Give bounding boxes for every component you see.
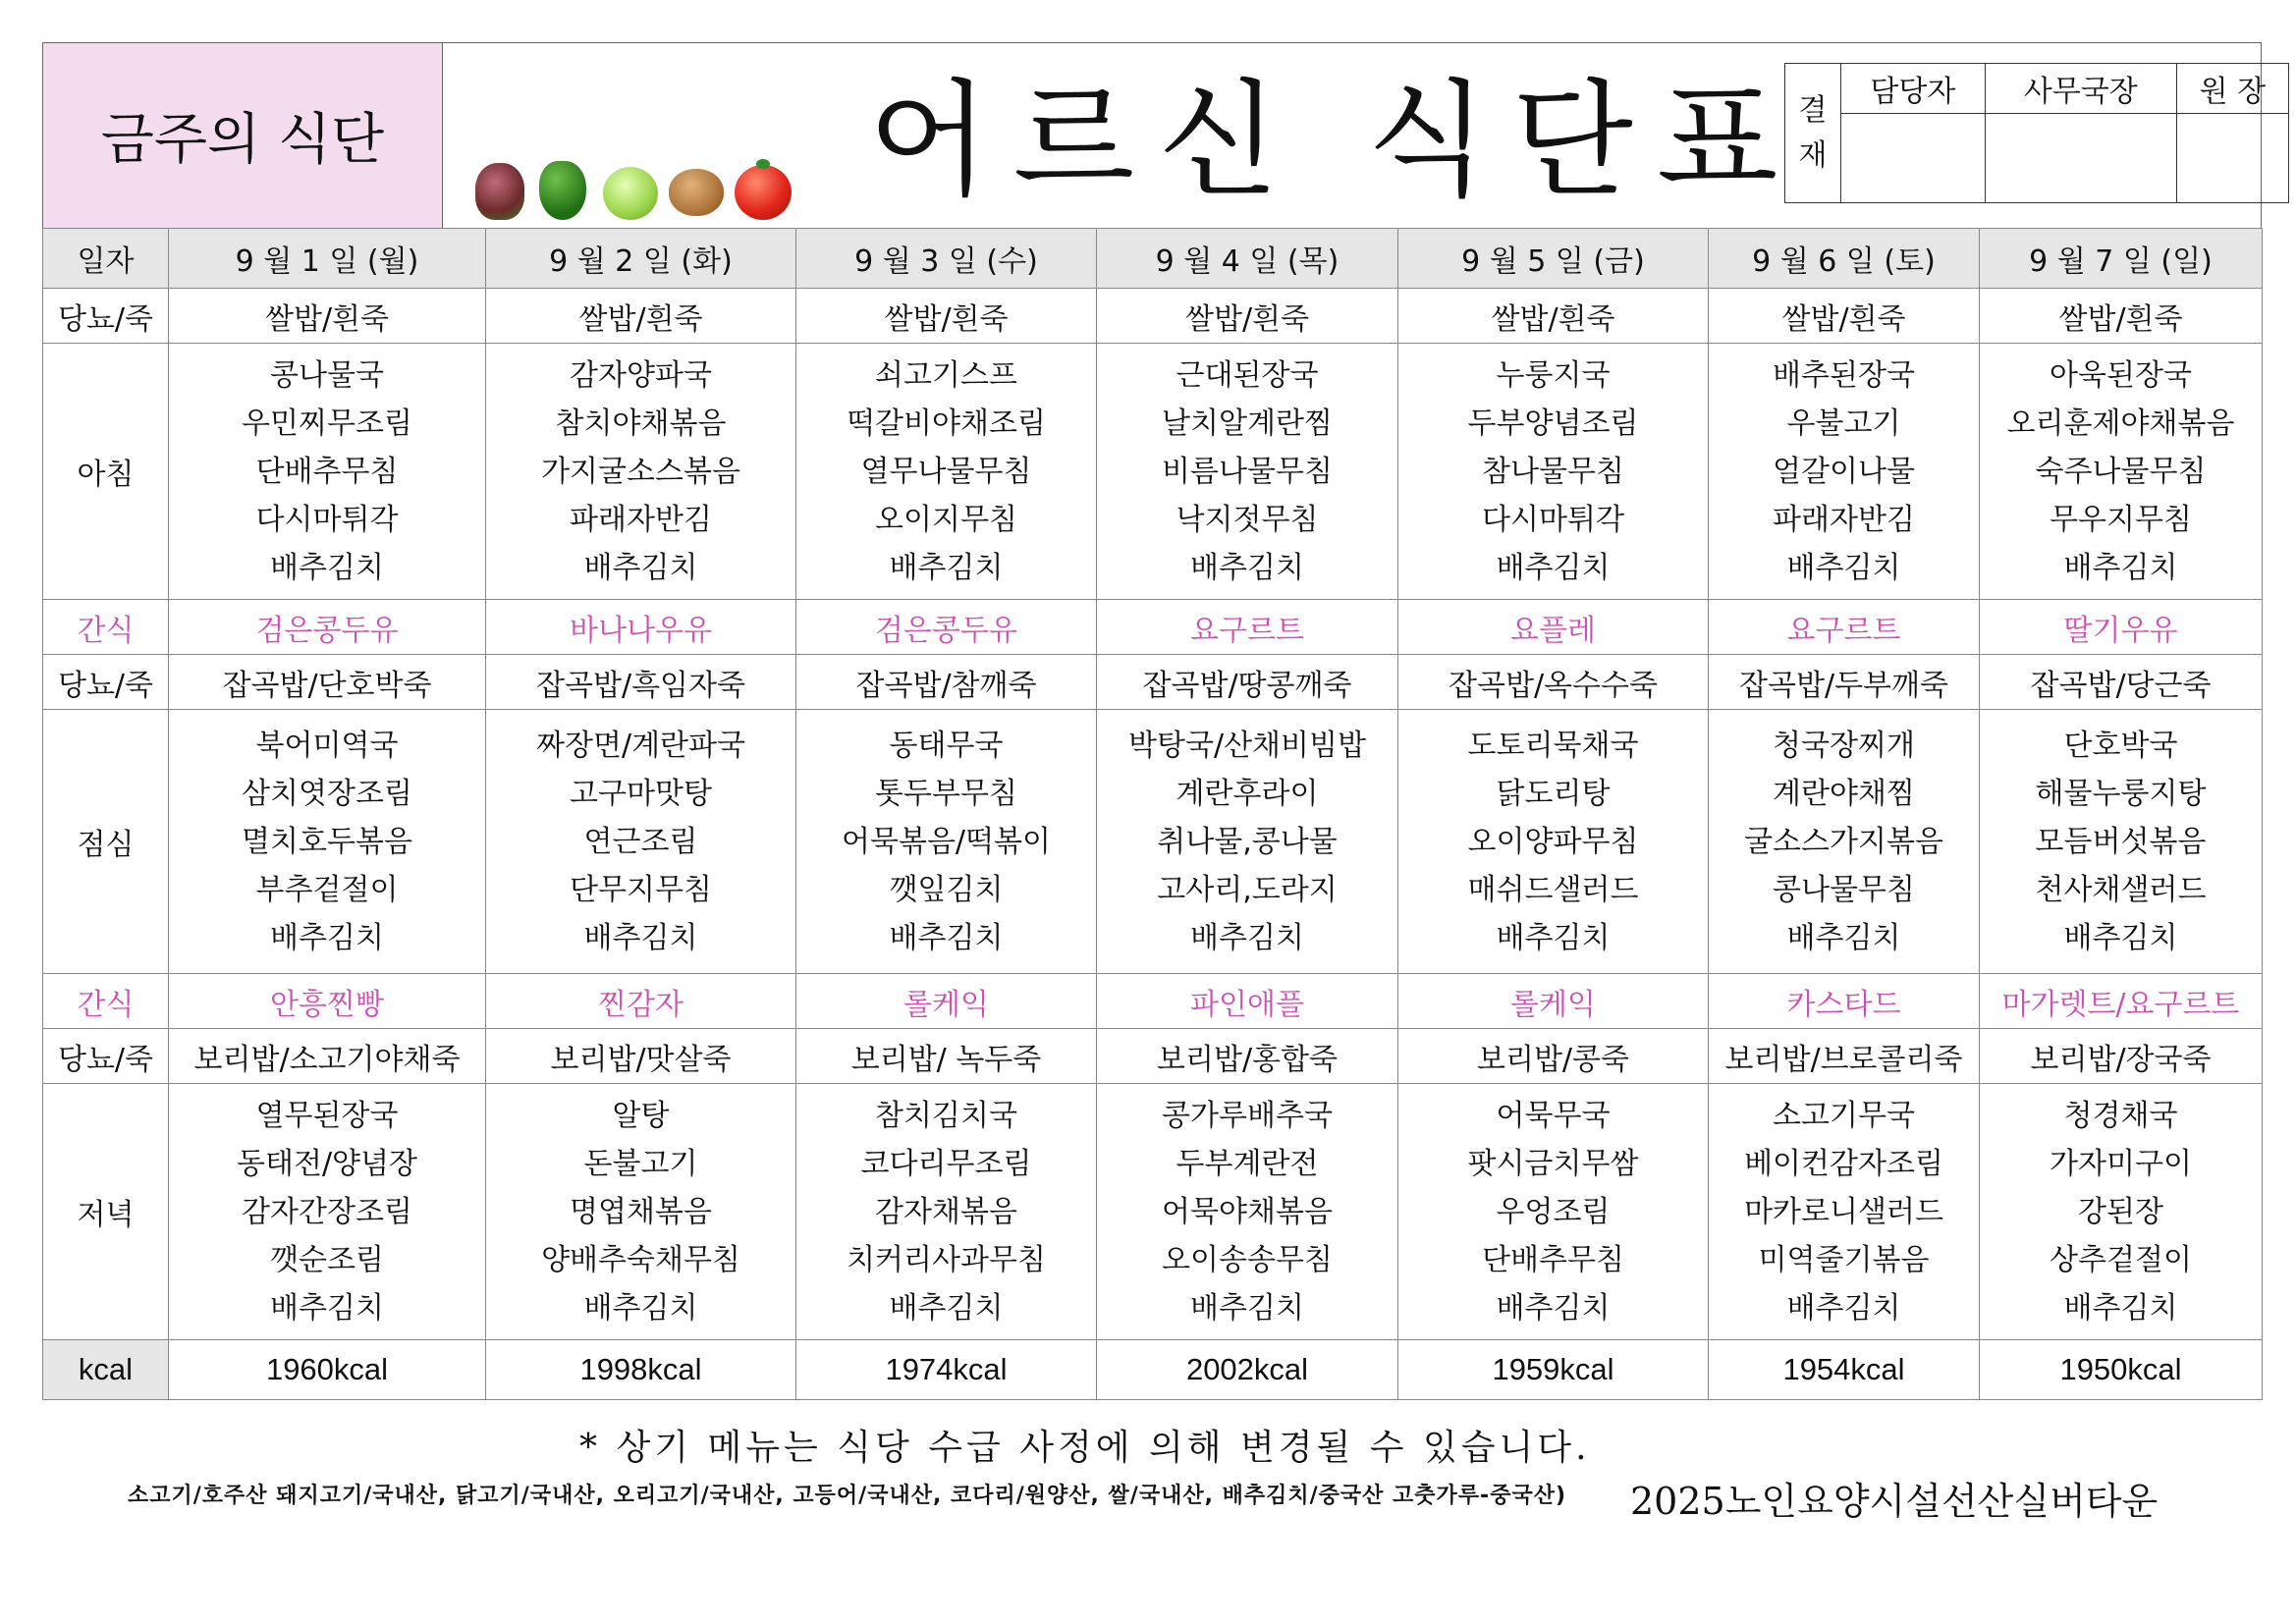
lunch-cell [796,710,1097,974]
dish-item: 참나물무침 [1482,454,1624,489]
page-title: 어르신 식단표 [868,68,1802,214]
dish-item: 아욱된장국 [2050,357,2192,393]
dinner-cell [486,1084,796,1340]
breakfast-cell [1097,344,1398,600]
row-label-snack: 간식 [43,600,169,655]
row-label-kcal: kcal [43,1340,169,1400]
approval-role-director: 원 장 [2176,64,2288,114]
dish-item: 배추김치 [889,1290,1004,1326]
porridge-cell: 쌀밥/흰죽 [1097,289,1398,344]
breakfast-row [43,344,2263,600]
dish-item: 동태전/양념장 [237,1146,417,1181]
dish-item: 북어미역국 [255,728,399,763]
porridge-cell: 잡곡밥/당근죽 [1980,655,2263,710]
dish-item: 단배추무침 [1482,1242,1624,1277]
dish-item: 취나물,콩나물 [1157,824,1338,859]
kcal-cell: 1974kcal [796,1340,1097,1400]
dish-item: 배추김치 [1786,550,1901,585]
approval-role-secretary: 사무국장 [1985,64,2176,114]
dish-item: 닭도리탕 [1496,776,1611,811]
dish-item: 모듬버섯볶음 [2035,824,2207,859]
snack-cell: 찐감자 [486,974,796,1029]
lunch-cell [486,710,796,974]
date-cell: 9 월 6 일 (토) [1709,229,1980,289]
porridge-cell: 잡곡밥/참깨죽 [796,655,1097,710]
dish-item: 양배추숙채무침 [541,1242,740,1277]
porridge-cell: 보리밥/브로콜리죽 [1709,1029,1980,1084]
porridge-cell: 보리밥/ 녹두죽 [796,1029,1097,1084]
dish-item: 오이양파무침 [1467,824,1639,859]
dish-item: 마카로니샐러드 [1744,1194,1943,1229]
dish-item: 배추김치 [889,550,1004,585]
porridge-cell: 쌀밥/흰죽 [486,289,796,344]
breakfast-cell [486,344,796,600]
porridge-cell: 쌀밥/흰죽 [169,289,486,344]
dish-item: 배추김치 [270,550,384,585]
kcal-cell: 1954kcal [1709,1340,1980,1400]
dish-item: 해물누룽지탕 [2035,776,2207,811]
dish-item: 배추김치 [270,1290,384,1326]
dish-item: 배추김치 [2063,550,2178,585]
dish-item: 소고기무국 [1773,1098,1915,1133]
lunch-cell [1097,710,1398,974]
snack-cell: 바나나우유 [486,600,796,655]
dish-item: 상추겉절이 [2050,1242,2192,1277]
porridge-cell: 쌀밥/흰죽 [1709,289,1980,344]
dish-item: 배추김치 [583,1290,698,1326]
porridge-cell: 보리밥/장국죽 [1980,1029,2263,1084]
dish-item: 열무나물무침 [860,454,1032,489]
dish-item: 다시마튀각 [1482,502,1624,537]
row-label-date: 일자 [43,229,169,289]
dish-item: 파래자반김 [570,502,712,537]
dish-item: 고구마맛탕 [570,776,712,811]
breakfast-cell [1398,344,1709,600]
dish-item: 삼치엿장조림 [242,776,412,811]
snack-cell: 롤케익 [796,974,1097,1029]
dish-item: 배추김치 [1496,920,1611,955]
pepper-icon [539,161,586,220]
dish-item: 날치알계란찜 [1162,406,1333,441]
dish-item: 우민찌무조림 [242,406,412,441]
lunch-cell [1980,710,2263,974]
row-label-lunch: 점심 [43,710,169,974]
porridge-cell: 쌀밥/흰죽 [1398,289,1709,344]
dish-item: 비름나물무침 [1162,454,1333,489]
dish-item: 배추김치 [1786,1290,1901,1326]
row-label-porridge: 당뇨/죽 [43,289,169,344]
dish-item: 박탕국/산채비빔밥 [1128,728,1366,763]
porridge-dinner-row [43,1029,2263,1084]
dish-item: 숙주나물무침 [2035,454,2207,489]
dish-item: 팟시금치무쌈 [1467,1146,1639,1181]
dish-item: 두부양념조림 [1467,406,1639,441]
dish-item: 감자양파국 [570,357,712,393]
dish-item: 배추된장국 [1773,357,1915,393]
dish-item: 오리훈제야채볶음 [2006,406,2235,441]
dish-item: 멸치호두볶음 [242,824,412,859]
dish-item: 단호박국 [2063,728,2178,763]
dish-item: 배추김치 [1496,550,1611,585]
dish-item: 계란야채찜 [1773,776,1915,811]
porridge-cell: 보리밥/소고기야채죽 [169,1029,486,1084]
porridge-lunch-row [43,655,2263,710]
dish-item: 두부계란전 [1175,1146,1319,1181]
dish-item: 콩나물국 [270,357,384,393]
dish-item: 미역줄기볶음 [1758,1242,1930,1277]
dish-item: 단배추무침 [255,454,399,489]
organization-name: 2025노인요양시설선산실버타운 [1630,1480,2159,1523]
cabbage-icon [603,167,658,220]
dinner-row [43,1084,2263,1340]
snack-cell: 요구르트 [1709,600,1980,655]
dish-item: 가자미구이 [2050,1146,2192,1181]
date-cell: 9 월 1 일 (월) [169,229,486,289]
snack-cell: 요구르트 [1097,600,1398,655]
dish-item: 감자간장조림 [242,1194,412,1229]
porridge-cell: 잡곡밥/흑임자죽 [486,655,796,710]
row-label-snack: 간식 [43,974,169,1029]
kcal-cell: 1960kcal [169,1340,486,1400]
dinner-cell [796,1084,1097,1340]
snack-cell: 딸기우유 [1980,600,2263,655]
dish-item: 배추김치 [270,920,384,955]
snack-cell: 파인애플 [1097,974,1398,1029]
menu-table [42,228,2263,1400]
row-label-dinner: 저녁 [43,1084,169,1340]
lunch-cell [1709,710,1980,974]
dish-item: 동태무국 [889,728,1004,763]
porridge-cell: 보리밥/콩죽 [1398,1029,1709,1084]
dinner-cell [1398,1084,1709,1340]
dish-item: 단무지무침 [570,872,712,907]
porridge-cell: 쌀밥/흰죽 [796,289,1097,344]
weekly-menu-tag-label: 금주의 식단 [100,108,385,172]
date-row [43,229,2263,289]
porridge-cell: 잡곡밥/두부깨죽 [1709,655,1980,710]
dish-item: 배추김치 [1190,1290,1304,1326]
porridge-cell: 잡곡밥/단호박죽 [169,655,486,710]
kcal-cell: 2002kcal [1097,1340,1398,1400]
snack-cell: 롤케익 [1398,974,1709,1029]
approval-box [1784,63,2289,203]
dish-item: 우엉조림 [1496,1194,1611,1229]
dish-item: 우불고기 [1786,406,1901,441]
dinner-cell [169,1084,486,1340]
origin-info: 소고기/호주산 돼지고기/국내산, 닭고기/국내산, 오리고기/국내산, 고등어/국내산, 코다리/원양산, 쌀/국내산, 배추김치/중국산 고춧가루-중국산) [128,1484,1567,1508]
dish-item: 얼갈이나물 [1773,454,1915,489]
porridge-cell: 잡곡밥/옥수수죽 [1398,655,1709,710]
kcal-cell: 1959kcal [1398,1340,1709,1400]
date-cell: 9 월 2 일 (화) [486,229,796,289]
row-label-breakfast: 아침 [43,344,169,600]
row-label-porridge: 당뇨/죽 [43,1029,169,1084]
dish-item: 오이지무침 [875,502,1017,537]
snack-cell: 검은콩두유 [169,600,486,655]
dish-item: 매쉬드샐러드 [1467,872,1639,907]
lettuce-icon [475,163,524,220]
dish-item: 다시마튀각 [255,502,399,537]
dish-item: 어묵무국 [1496,1098,1611,1133]
weekly-menu-tag [43,43,443,228]
dish-item: 베이컨감자조림 [1744,1146,1943,1181]
dish-item: 연근조림 [583,824,698,859]
approval-sign-director [2176,114,2288,203]
dish-item: 콩나물무침 [1773,872,1915,907]
dish-item: 배추김치 [889,920,1004,955]
snack-cell: 안흥찐빵 [169,974,486,1029]
dish-item: 배추김치 [1496,1290,1611,1326]
dish-item: 어묵볶음/떡볶이 [842,824,1051,859]
dish-item: 청국장찌개 [1773,728,1915,763]
breakfast-cell [1980,344,2263,600]
date-cell: 9 월 4 일 (목) [1097,229,1398,289]
dish-item: 치커리사과무침 [847,1242,1046,1277]
dish-item: 알탕 [612,1098,670,1133]
dish-item: 떡갈비야채조림 [847,406,1046,441]
dish-item: 누룽지국 [1496,357,1611,393]
kcal-cell: 1950kcal [1980,1340,2263,1400]
dish-item: 배추김치 [2063,1290,2178,1326]
lunch-row [43,710,2263,974]
dish-item: 열무된장국 [255,1098,399,1133]
dish-item: 낙지젓무침 [1175,502,1319,537]
dish-item: 명엽채볶음 [570,1194,712,1229]
dinner-cell [1709,1084,1980,1340]
dish-item: 강된장 [2078,1194,2163,1229]
change-notice: * 상기 메뉴는 식당 수급 사정에 의해 변경될 수 있습니다. [579,1428,1591,1468]
dish-item: 도토리묵채국 [1467,728,1639,763]
dish-item: 코다리무조림 [860,1146,1032,1181]
row-label-porridge: 당뇨/죽 [43,655,169,710]
dish-item: 파래자반김 [1773,502,1915,537]
dish-item: 무우지무침 [2050,502,2192,537]
dish-item: 깻잎김치 [889,872,1004,907]
kcal-row [43,1340,2263,1400]
snack-cell: 요플레 [1398,600,1709,655]
porridge-cell: 쌀밥/흰죽 [1980,289,2263,344]
snack-am-row [43,600,2263,655]
porridge-morning-row [43,289,2263,344]
dish-item: 배추김치 [1786,920,1901,955]
dish-item: 부추겉절이 [255,872,399,907]
date-cell: 9 월 3 일 (수) [796,229,1097,289]
lunch-cell [1398,710,1709,974]
approval-sign-secretary [1985,114,2176,203]
approval-sign-manager [1841,114,1986,203]
snack-cell: 마가렛트/요구르트 [1980,974,2263,1029]
dish-item: 배추김치 [1190,920,1304,955]
kcal-cell: 1998kcal [486,1340,796,1400]
dish-item: 청경채국 [2063,1098,2178,1133]
dish-item: 톳두부무침 [875,776,1017,811]
dish-item: 참치야채볶음 [555,406,727,441]
approval-role-manager: 담당자 [1841,64,1986,114]
dish-item: 배추김치 [583,920,698,955]
dish-item: 감자채볶음 [875,1194,1017,1229]
dish-item: 짜장면/계란파국 [536,728,745,763]
dish-item: 계란후라이 [1175,776,1319,811]
snack-cell: 검은콩두유 [796,600,1097,655]
porridge-cell: 잡곡밥/땅콩깨죽 [1097,655,1398,710]
potato-icon [669,169,724,216]
dish-item: 근대된장국 [1175,357,1319,393]
dish-item: 고사리,도라지 [1157,872,1338,907]
dish-item: 배추김치 [583,550,698,585]
dish-item: 쇠고기스프 [875,357,1017,393]
dinner-cell [1980,1084,2263,1340]
tomato-icon [735,165,792,220]
dish-item: 배추김치 [1190,550,1304,585]
date-cell: 9 월 5 일 (금) [1398,229,1709,289]
dinner-cell [1097,1084,1398,1340]
lunch-cell [169,710,486,974]
dish-item: 배추김치 [2063,920,2178,955]
snack-cell: 카스타드 [1709,974,1980,1029]
approval-label: 결 재 [1785,64,1841,203]
snack-pm-row [43,974,2263,1029]
porridge-cell: 보리밥/홍합죽 [1097,1029,1398,1084]
porridge-cell: 보리밥/맛살죽 [486,1029,796,1084]
dish-item: 콩가루배추국 [1162,1098,1333,1133]
dish-item: 오이송송무침 [1162,1242,1333,1277]
dish-item: 어묵야채볶음 [1162,1194,1333,1229]
breakfast-cell [796,344,1097,600]
dish-item: 참치김치국 [875,1098,1017,1133]
dish-item: 굴소스가지볶음 [1744,824,1943,859]
breakfast-cell [169,344,486,600]
breakfast-cell [1709,344,1980,600]
dish-item: 가지굴소스볶음 [541,454,740,489]
dish-item: 천사채샐러드 [2035,872,2207,907]
date-cell: 9 월 7 일 (일) [1980,229,2263,289]
dish-item: 돈불고기 [583,1146,698,1181]
dish-item: 깻순조림 [270,1242,384,1277]
menu-header [42,42,2267,229]
